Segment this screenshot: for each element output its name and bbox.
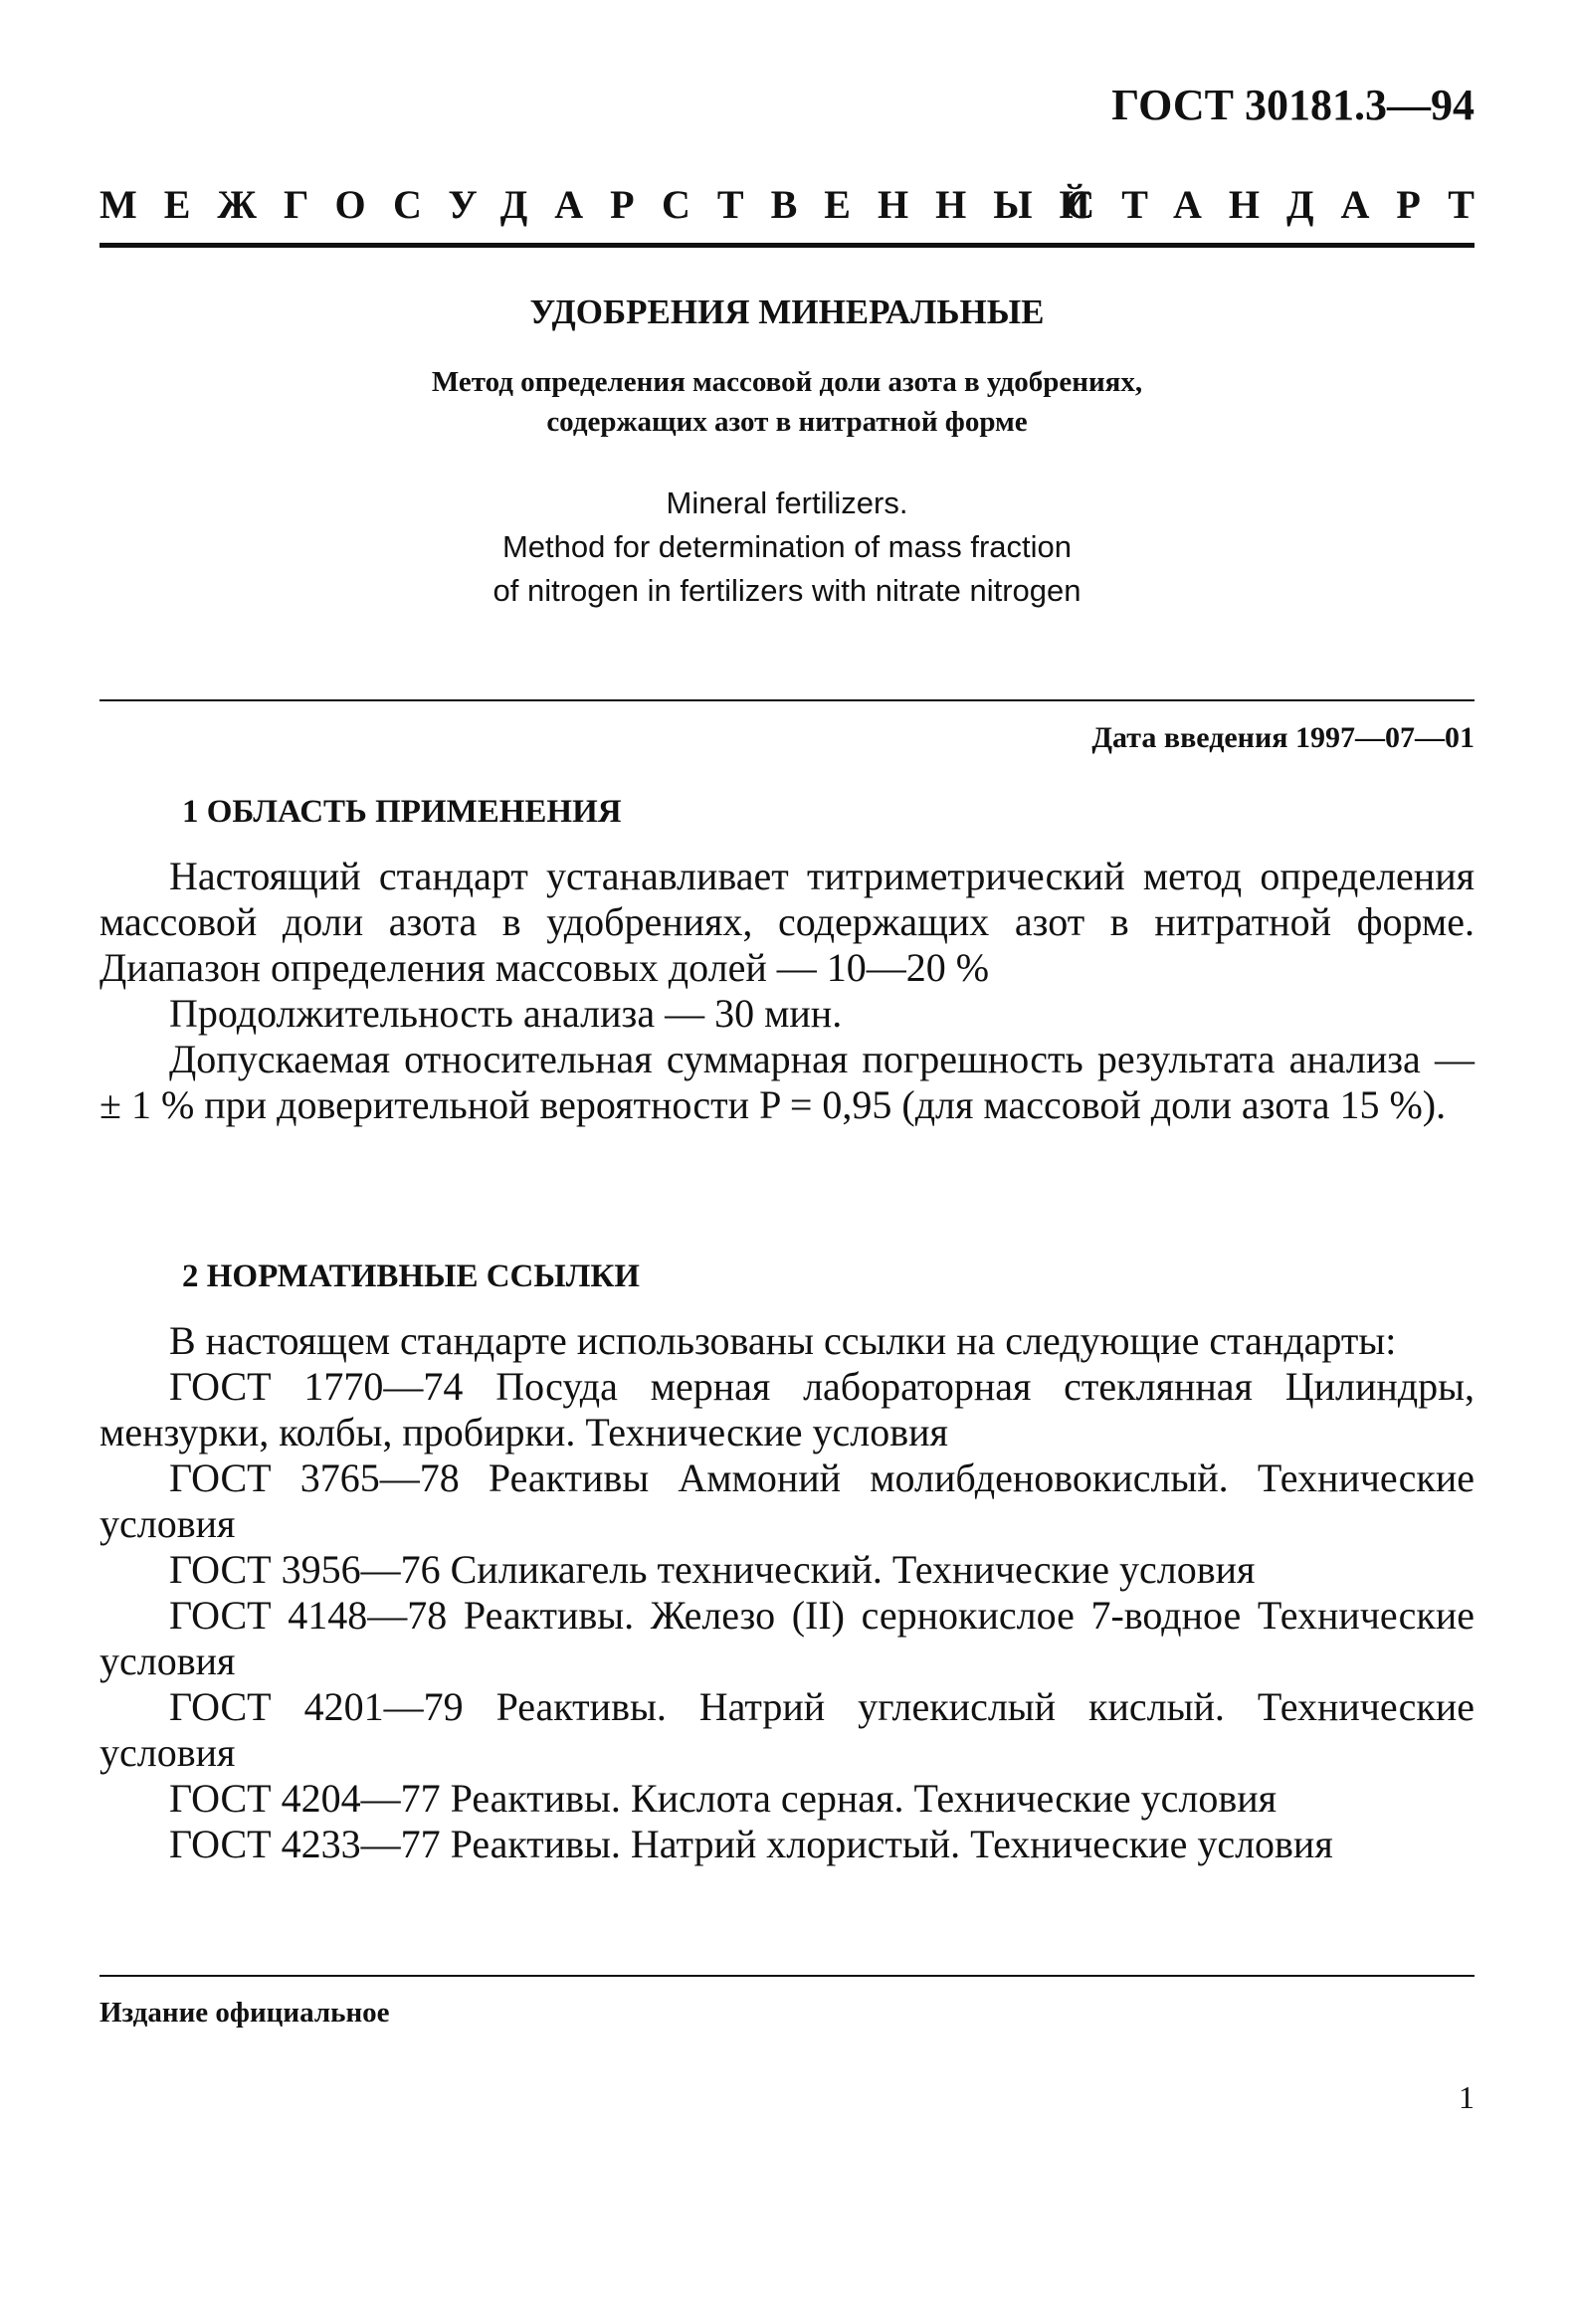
reference-item: ГОСТ 1770—74 Посуда мерная лабораторная стеклянная Цилиндры, мензурки, колбы, пробирки. Технические условия [99, 1364, 1476, 1454]
introduction-date: Дата введения 1997—07—01 [1091, 721, 1475, 754]
document-title: УДОБРЕНИЯ МИНЕРАЛЬНЫЕ [529, 292, 1045, 331]
section-heading-scope: 1 ОБЛАСТЬ ПРИМЕНЕНИЯ [182, 794, 622, 830]
section-scope-body [99, 854, 1475, 1128]
page-number: 1 [1459, 2079, 1475, 2115]
section-references-body [99, 1318, 1475, 1867]
references-intro: В настоящем стандарте использованы ссылки на следующие стандарты: [169, 1318, 1397, 1363]
document-subtitle-ru [99, 362, 1475, 442]
reference-item: ГОСТ 4148—78 Реактивы. Железо (II) сернокислое 7-водное Технические условия [99, 1593, 1476, 1683]
title-en-line: Mineral fertilizers. [666, 485, 908, 520]
reference-item: ГОСТ 3956—76 Силикагель технический. Технические условия [169, 1547, 1256, 1592]
title-rule [99, 699, 1475, 701]
band-label-standard: СТАНДАРТ [1066, 182, 1501, 227]
title-en-line: Method for determination of mass fraction [501, 529, 1073, 564]
title-block [99, 292, 1475, 613]
reference-item: ГОСТ 4204—77 Реактивы. Кислота серная. Технические условия [169, 1776, 1278, 1821]
band-label-interstate: МЕЖГОСУДАРСТВЕННЫЙ [99, 182, 1117, 227]
reference-item: ГОСТ 3765—78 Реактивы Аммоний молибденовокислый. Технические условия [99, 1455, 1475, 1546]
section-heading-references: 2 НОРМАТИВНЫЕ ССЫЛКИ [182, 1259, 640, 1294]
scope-duration: Продолжительность анализа — 30 мин. [169, 991, 843, 1036]
reference-item: ГОСТ 4201—79 Реактивы. Натрий углекислый кислый. Технические условия [99, 1684, 1475, 1775]
document-number: ГОСТ 30181.3—94 [1111, 81, 1475, 129]
title-en-line: of nitrogen in fertilizers with nitrate nitrogen [492, 573, 1082, 608]
official-edition-label: Издание официальное [99, 1997, 390, 2029]
reference-item: ГОСТ 4233—77 Реактивы. Натрий хлористый. Технические условия [169, 1822, 1333, 1866]
subtitle-ru-line: Метод определения массовой доли азота в удобрениях, [431, 366, 1143, 398]
scope-error: Допускаемая относительная суммарная погрешность результата анализа — ± 1 % при доверительной вероятности P = 0,95 (для массовой доли азота 15 %). [99, 1037, 1475, 1127]
header-rule [99, 243, 1475, 248]
scope-paragraph: Настоящий стандарт устанавливает титриметрический метод определения массовой доли азота в удобрениях, содержащих азот в нитратной форме. Диапазон определения массовых долей — 10—20 % [99, 854, 1475, 990]
footer-rule [99, 1975, 1475, 1977]
document-title-en [99, 482, 1475, 613]
subtitle-ru-line: содержащих азот в нитратной форме [546, 406, 1028, 438]
